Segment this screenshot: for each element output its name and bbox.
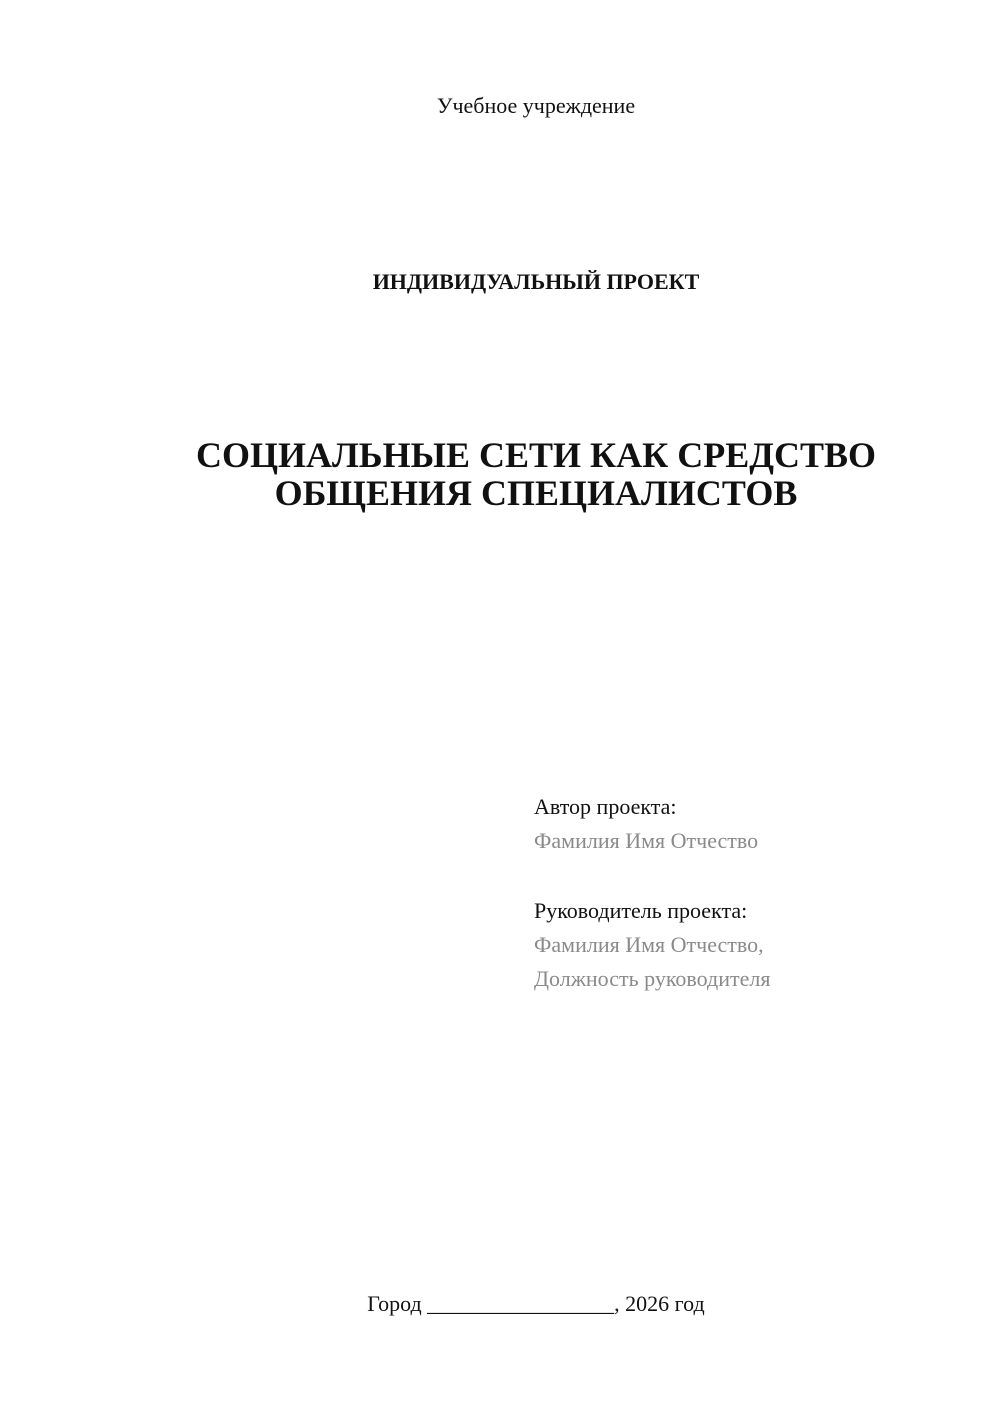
project-info-block [534, 790, 770, 996]
city-year-line: Город _________________, 2026 год [367, 1291, 705, 1316]
author-name: Фамилия Имя Отчество [534, 828, 759, 853]
author-label: Автор проекта: [534, 794, 677, 819]
info-spacer [534, 858, 770, 894]
title-line-1: СОЦИАЛЬНЫЕ СЕТИ КАК СРЕДСТВО [195, 435, 876, 475]
supervisor-name: Фамилия Имя Отчество, [534, 932, 764, 957]
document-title [0, 436, 1000, 512]
supervisor-label: Руководитель проекта: [534, 898, 748, 923]
title-line-2: ОБЩЕНИЯ СПЕЦИАЛИСТОВ [274, 473, 798, 513]
institution-name: Учебное учреждение [436, 93, 636, 118]
project-type-heading: ИНДИВИДУАЛЬНЫЙ ПРОЕКТ [372, 269, 700, 294]
supervisor-position: Должность руководителя [534, 966, 771, 991]
